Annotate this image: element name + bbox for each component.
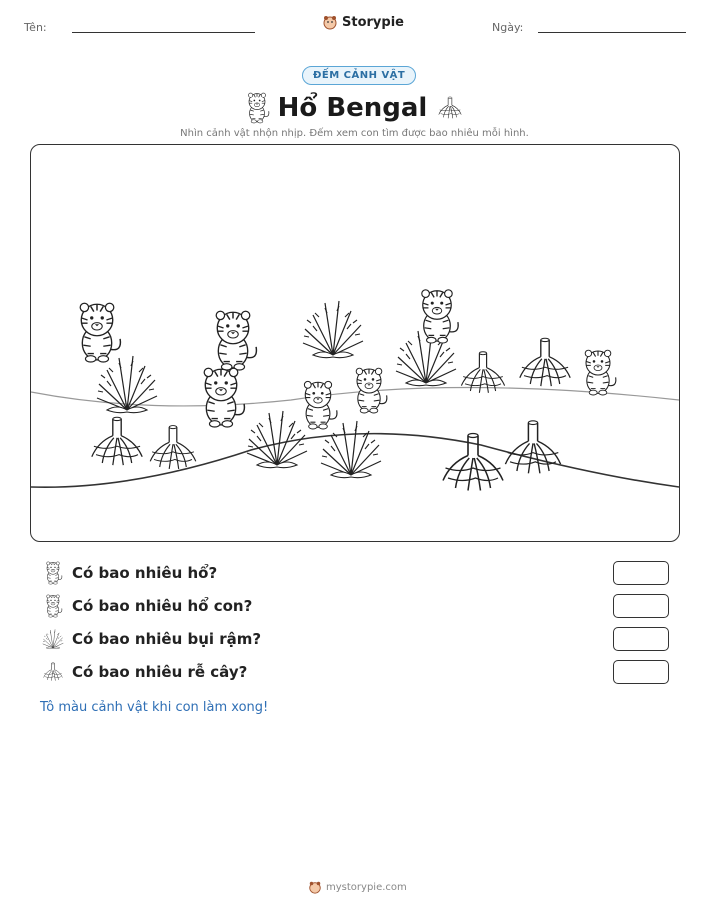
date-input-line[interactable]: [538, 32, 686, 33]
brand-logo: [322, 14, 404, 30]
answer-box[interactable]: [613, 561, 669, 585]
footer: [308, 880, 407, 894]
question-text: Có bao nhiêu hổ?: [72, 564, 218, 582]
answer-box[interactable]: [613, 594, 669, 618]
instructions: Nhìn cảnh vật nhộn nhịp. Đếm xem con tìm được bao nhiêu mỗi hình.: [180, 128, 529, 139]
tiger-cub-icon: [244, 92, 270, 124]
question-row: [42, 561, 672, 585]
date-label: Ngày:: [492, 21, 524, 34]
answer-box[interactable]: [613, 627, 669, 651]
question-text: Có bao nhiêu bụi rậm?: [72, 630, 262, 648]
question-text: Có bao nhiêu rễ cây?: [72, 663, 248, 681]
name-input-line[interactable]: [72, 32, 255, 33]
bush-1: [303, 301, 363, 358]
roots-5: [443, 434, 503, 491]
bush-2: [396, 329, 456, 386]
answer-box[interactable]: [613, 660, 669, 684]
tiger-cub-1: [304, 381, 337, 429]
roots-3: [92, 417, 142, 465]
question-row: [42, 660, 672, 684]
bush-5: [321, 421, 381, 478]
footer-site[interactable]: mystorypie.com: [326, 881, 407, 893]
roots-icon: [42, 660, 64, 684]
questions-list: [42, 561, 672, 693]
tiger-4: [422, 290, 458, 343]
question-row: [42, 627, 672, 651]
brand-name: Storypie: [342, 14, 404, 30]
storypie-mascot-icon: [308, 880, 322, 894]
tiger-2: [216, 311, 256, 370]
roots-icon: [435, 93, 465, 123]
roots-1: [461, 352, 504, 393]
activity-badge: ĐẾM CẢNH VẬT: [302, 66, 416, 85]
roots-2: [520, 338, 570, 386]
tiger-cub-icon: [42, 594, 64, 618]
counting-scene: [30, 144, 680, 542]
roots-6: [505, 421, 560, 473]
question-text: Có bao nhiêu hổ con?: [72, 597, 253, 615]
page-title: Hổ Bengal: [277, 93, 428, 123]
bush-icon: [42, 627, 64, 651]
tiger-1: [80, 303, 120, 362]
tiger-cub-3: [585, 350, 616, 395]
coloring-note: Tô màu cảnh vật khi con làm xong!: [40, 700, 269, 715]
roots-4: [150, 426, 196, 469]
storypie-mascot-icon: [322, 14, 338, 30]
question-row: [42, 594, 672, 618]
name-label: Tên:: [24, 21, 47, 34]
tiger-icon: [42, 561, 64, 585]
scene-illustration: [31, 145, 679, 541]
tiger-3: [204, 368, 244, 427]
title-row: [244, 90, 465, 126]
